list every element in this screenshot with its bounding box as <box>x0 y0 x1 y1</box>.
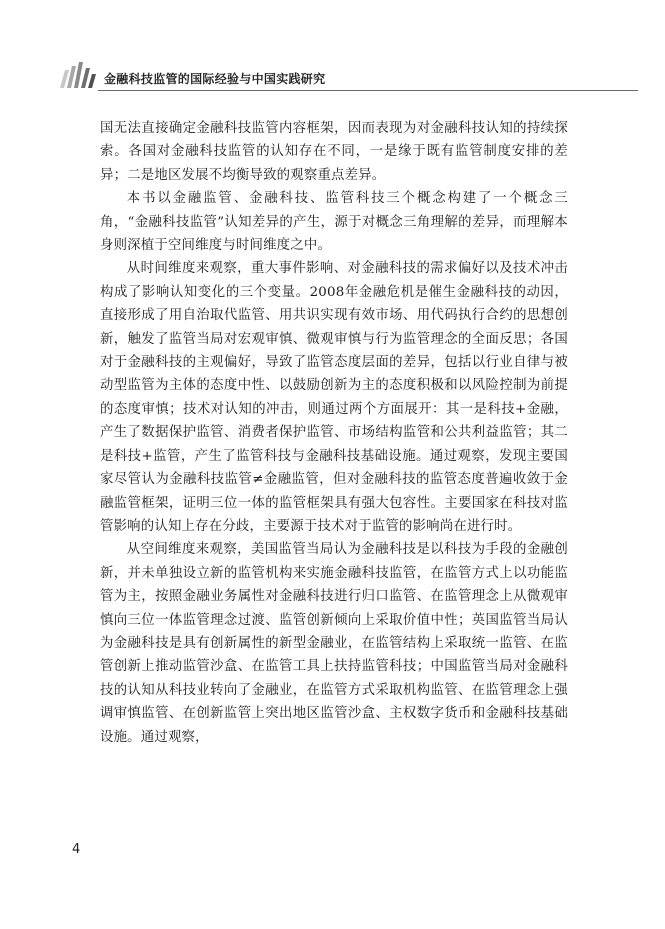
page-number: 4 <box>72 842 81 857</box>
body-text <box>100 117 568 749</box>
paragraph-concept-triangle: 本书以金融监管、金融科技、监管科技三个概念构建了一个概念三角，“金融科技监管”认知差异的产生，源于对概念三角理解的差异，而理解本身则深植于空间维度与时间维度之中。 <box>100 191 568 254</box>
running-header <box>58 62 618 92</box>
header-rule <box>98 90 638 91</box>
paragraph-space-dimension: 从空间维度来观察，美国监管当局认为金融科技是以科技为手段的金融创新，并未单独设立新的监管机构来实施金融科技监管，在监管方式上以功能监管为主，按照金融业务属性对金融科技进行归口监管、在监管理念上从微观审慎向三位一体监管理念过渡、监管创新倾向上采取价值中性；英国监管当局认为金融科技是具有创新属性的新型金融业，在监管结构上采取统一监管、在监管创新上推动监管沙盒、在监管工具上扶持监管科技；中国监管当局对金融科技的认知从科技业转向了金融业，在监管方式采取机构监管、在监管理念上强调审慎监管、在创新监管上突出地区监管沙盒、主权数字货币和金融科技基础设施。通过观察， <box>100 542 568 745</box>
paragraph-time-dimension: 从时间维度来观察，重大事件影响、对金融科技的需求偏好以及技术冲击构成了影响认知变化的三个变量。2008年金融危机是催生金融科技的动因，直接形成了用自治取代监管、用共识实现有效市场、用代码执行合约的思想创新，触发了监管当局对宏观审慎、微观审慎与行为监管理念的全面反思；各国对于金融科技的主观偏好，导致了监管态度层面的差异，包括以行业自律与被动型监管为主体的态度中性、以鼓励创新为主的态度积极和以风险控制为前提的态度审慎；技术对认知的冲击，则通过两个方面展开：其一是科技+金融，产生了数据保护监管、消费者保护监管、市场结构监管和公共利益监管；其二是科技+监管，产生了监管科技与金融科技基础设施。通过观察，发现主要国家尽管认为金融科技监管≠金融监管，但对金融科技的监管态度普遍收敛于金融监管框架，证明三位一体的监管框架具有强大包容性。主要国家在科技对监管影响的认知上存在分歧，主要源于技术对于监管的影响尚在进行时。 <box>100 261 568 534</box>
paragraph-continued: 国无法直接确定金融科技监管内容框架，因而表现为对金融科技认知的持续探索。各国对金融科技监管的认知存在不同，一是缘于既有监管制度安排的差异；二是地区发展不均衡导致的观察重点差异。 <box>100 121 568 183</box>
book-logo-icon <box>58 62 98 90</box>
running-header-title: 金融科技监管的国际经验与中国实践研究 <box>104 72 326 86</box>
